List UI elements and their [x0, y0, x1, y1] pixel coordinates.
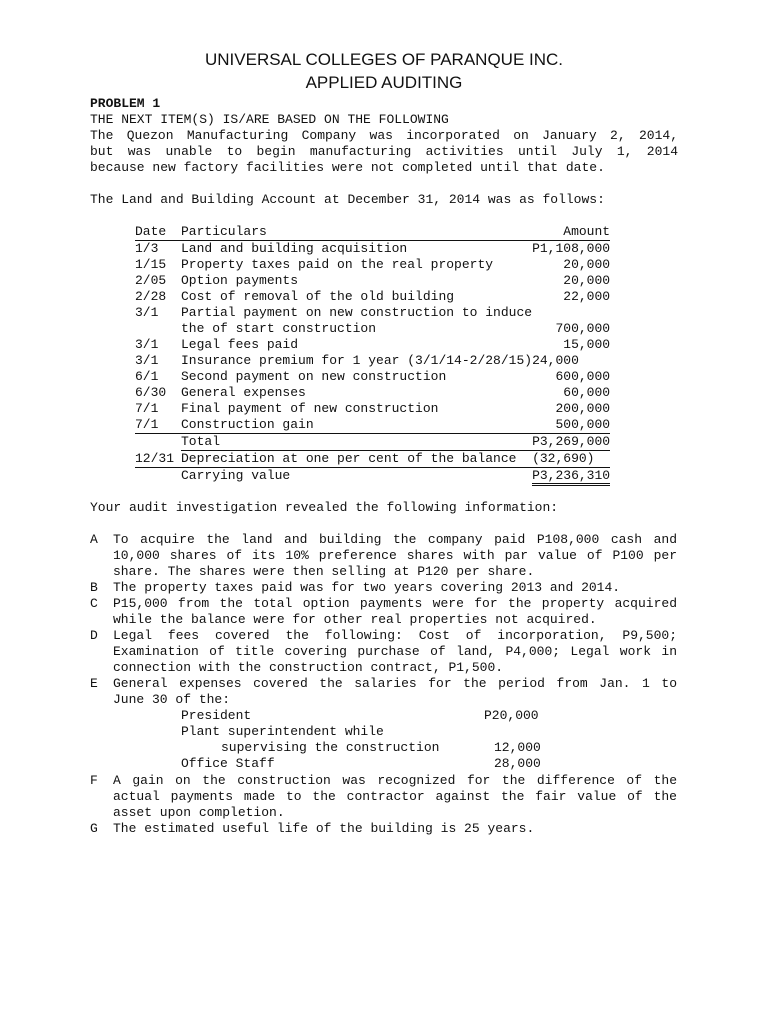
salary-label-president: President — [181, 708, 252, 723]
ledger-amount: 24,000 — [532, 353, 579, 368]
ledger-row — [135, 289, 610, 305]
ledger-particulars: Property taxes paid on the real property — [181, 257, 494, 272]
list-line: Legal fees covered the following: Cost of incorporation, P9,500; — [113, 628, 677, 643]
salary-label-office-staff: Office Staff — [181, 756, 275, 771]
ledger-header-particulars: Particulars — [181, 224, 532, 241]
problem-intro: THE NEXT ITEM(S) IS/ARE BASED ON THE FOLLOWING — [90, 112, 449, 127]
list-item — [90, 532, 680, 580]
audit-intro: Your audit investigation revealed the following information: — [90, 500, 559, 515]
list-item — [90, 628, 680, 676]
ledger-particulars: Partial payment on new construction to induce — [181, 305, 533, 320]
ledger-carrying-label: Carrying value — [181, 468, 291, 483]
ledger-date: 7/1 — [135, 401, 159, 416]
ledger-particulars: Land and building acquisition — [181, 241, 408, 256]
list-line: share. The shares were then selling at P120 per share. — [113, 564, 535, 579]
list-letter: D — [90, 628, 98, 643]
ledger-depreciation-row — [135, 451, 610, 468]
list-item — [90, 821, 680, 837]
ledger-amount: P1,108,000 — [532, 241, 611, 256]
list-letter: E — [90, 676, 98, 691]
problem-para-line-2: but was unable to begin manufacturing activities until July 1, 2014 — [90, 144, 678, 159]
ledger-particulars: Option payments — [181, 273, 299, 288]
list-line: General expenses covered the salaries for the period from Jan. 1 to — [113, 676, 677, 691]
salary-amount-superintendent: 12,000 — [494, 740, 541, 755]
land-building-ledger — [135, 224, 610, 484]
ledger-row — [135, 417, 610, 434]
list-line: The estimated useful life of the building is 25 years. — [113, 821, 535, 836]
ledger-amount: 600,000 — [555, 369, 611, 384]
ledger-row — [135, 385, 610, 401]
ledger-amount: 15,000 — [563, 337, 611, 352]
ledger-particulars: the of start construction — [181, 321, 377, 336]
list-line: To acquire the land and building the company paid P108,000 cash and — [113, 532, 677, 547]
account-intro: The Land and Building Account at December 31, 2014 was as follows: — [90, 192, 605, 207]
problem-label: PROBLEM 1 — [90, 96, 161, 111]
list-letter: B — [90, 580, 98, 595]
ledger-date: 2/28 — [135, 289, 167, 304]
ledger-particulars: Cost of removal of the old building — [181, 289, 455, 304]
ledger-header-amount: Amount — [532, 224, 610, 241]
list-line: 10,000 shares of its 10% preference shares with par value of P100 per — [113, 548, 677, 563]
ledger-row — [135, 337, 610, 353]
ledger-row — [135, 321, 610, 337]
list-item — [90, 596, 680, 628]
ledger-date: 12/31 — [135, 451, 181, 468]
ledger-date — [135, 321, 181, 337]
ledger-total-amount: P3,269,000 — [532, 434, 611, 449]
ledger-date: 1/3 — [135, 241, 159, 256]
ledger-row — [135, 241, 610, 258]
ledger-amount: (32,690) — [532, 451, 610, 468]
ledger-amount: 200,000 — [555, 401, 611, 416]
ledger-row — [135, 401, 610, 417]
ledger-amount: 20,000 — [563, 257, 611, 272]
list-line: connection with the construction contract, P1,500. — [113, 660, 504, 675]
ledger-amount: 500,000 — [532, 417, 610, 434]
ledger-particulars: General expenses — [181, 385, 306, 400]
ledger-date: 3/1 — [135, 305, 159, 320]
list-letter: F — [90, 773, 98, 788]
salary-amount-president: P20,000 — [484, 708, 539, 723]
ledger-carrying-row — [135, 468, 610, 485]
ledger-particulars: Final payment of new construction — [181, 401, 439, 416]
list-item — [90, 676, 680, 708]
ledger-amount: 20,000 — [563, 273, 611, 288]
school-name: UNIVERSAL COLLEGES OF PARANQUE INC. — [204, 50, 564, 69]
problem-para-line-3: because new factory facilities were not completed until that date. — [90, 160, 605, 175]
ledger-amount: 700,000 — [555, 321, 611, 336]
salary-label-superintendent: Plant superintendent while — [181, 724, 384, 739]
list-item — [90, 580, 680, 596]
ledger-total-label: Total — [181, 434, 532, 451]
list-line: Examination of title covering purchase of land, P4,000; Legal work in — [113, 644, 677, 659]
ledger-row — [135, 273, 610, 289]
ledger-particulars: Second payment on new construction — [181, 369, 447, 384]
list-line: while the balance were for other real properties not acquired. — [113, 612, 597, 627]
list-letter: C — [90, 596, 98, 611]
ledger-date: 7/1 — [135, 417, 181, 434]
ledger-row — [135, 353, 610, 369]
list-line: P15,000 from the total option payments were for the property acquired — [113, 596, 677, 611]
ledger-carrying-amount: P3,236,310 — [532, 468, 610, 486]
ledger-amount: 22,000 — [563, 289, 611, 304]
ledger-row — [135, 305, 610, 321]
problem-para-line-1: The Quezon Manufacturing Company was incorporated on January 2, 2014, — [90, 128, 678, 143]
ledger-date: 6/30 — [135, 385, 167, 400]
ledger-date: 3/1 — [135, 337, 159, 352]
list-item — [90, 773, 680, 821]
ledger-row — [135, 369, 610, 385]
list-line: The property taxes paid was for two years covering 2013 and 2014. — [113, 580, 621, 595]
list-letter: A — [90, 532, 98, 547]
ledger-particulars: Depreciation at one per cent of the balance — [181, 451, 532, 468]
list-line: asset upon completion. — [113, 805, 285, 820]
salary-amount-office-staff: 28,000 — [494, 756, 541, 771]
list-line: actual payments made to the contractor against the fair value of the — [113, 789, 677, 804]
list-line: A gain on the construction was recognized for the difference of the — [113, 773, 677, 788]
ledger-particulars: Insurance premium for 1 year (3/1/14-2/28/15) — [181, 353, 533, 368]
ledger-header-row — [135, 224, 610, 241]
ledger-date: 2/05 — [135, 273, 167, 288]
ledger-date: 6/1 — [135, 369, 159, 384]
list-line: June 30 of the: — [113, 692, 231, 707]
ledger-particulars: Legal fees paid — [181, 337, 299, 352]
ledger-particulars: Construction gain — [181, 417, 532, 434]
ledger-date: 3/1 — [135, 353, 159, 368]
salary-label-supervising: supervising the construction — [221, 740, 440, 755]
ledger-header-date: Date — [135, 224, 181, 241]
list-letter: G — [90, 821, 98, 836]
course-title: APPLIED AUDITING — [305, 73, 463, 92]
ledger-date: 1/15 — [135, 257, 167, 272]
ledger-total-row — [135, 434, 610, 451]
ledger-amount: 60,000 — [563, 385, 611, 400]
ledger-row — [135, 257, 610, 273]
